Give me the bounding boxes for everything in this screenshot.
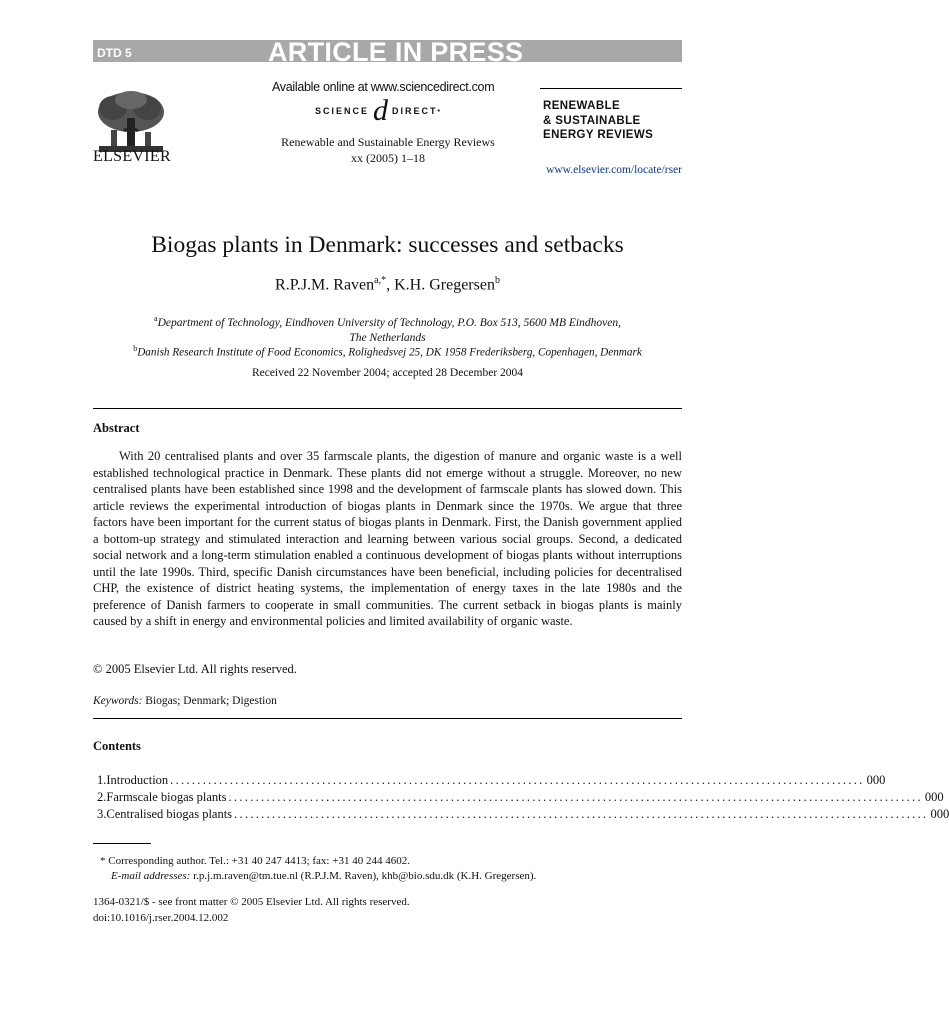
abstract-heading: Abstract: [93, 421, 140, 435]
toc-label: Centralised biogas plants: [106, 807, 233, 821]
journal-volume: xx (2005) 1–18: [351, 151, 425, 165]
received-dates: Received 22 November 2004; accepted 28 December 2004: [251, 367, 524, 379]
aff-b-text: Danish Research Institute of Food Economics, Rolighedsvej 25, DK 1958 Frederiksberg, Copenhagen, Denmark: [137, 346, 642, 359]
aff-a-sup: a: [154, 314, 158, 323]
author-1: R.P.J.M. Raven: [275, 276, 375, 294]
journal-logo-line-3: ENERGY REVIEWS: [543, 129, 654, 141]
journal-citation: [210, 134, 566, 166]
journal-logo-line-1: RENEWABLE: [543, 100, 621, 112]
journal-logo-text: [543, 99, 653, 143]
abstract-text: With 20 centralised plants and over 35 farmscale plants, the digestion of manure and organic waste is a well established technological practice in Denmark. These plants did not emerge without a struggle. Moreover, no new centralised plants have been established since 1998 and the development of farmscale plants has slowed down. This article reviews the experimental introduction of biogas plants in Denmark since the 1970s. We argue that three factors have been important for the current status of biogas plants in Denmark. First, the Danish government applied a bottom-up strategy and stimulated interaction and learning between various social groups. Second, a dedicated social network and a long-term stimulation enabled a continuous development of biogas plants without interruptions until the late 1990s. Third, specific Danish circumstances have been beneficial, including policies for decentralised CHP, the existence of district heating systems, the implementation of energy taxes in the late 1980s and the preference of Danish farmers to cooperate in small communities. The current setback in biogas plants is mainly caused by a shift in energy and environmental policies and limited availability of organic waste.: [93, 449, 682, 628]
article-title: Biogas plants in Denmark: successes and setbacks: [151, 232, 624, 258]
email-values[interactable]: r.p.j.m.raven@tm.tue.nl (R.P.J.M. Raven), khb@bio.sdu.dk (K.H. Gregersen).: [193, 870, 537, 882]
journal-logo-line-2: & SUSTAINABLE: [543, 114, 641, 127]
author-2: , K.H. Gregersen: [386, 276, 495, 294]
banner-title: ARTICLE IN PRESS: [268, 37, 524, 67]
abstract-body: [93, 448, 682, 630]
journal-url-link[interactable]: www.elsevier.com/locate/rser: [546, 164, 682, 176]
aff-a-line1: Department of Technology, Eindhoven University of Technology, P.O. Box 513, 5600 MB Eindhoven,: [157, 316, 621, 329]
aff-b-sup: b: [133, 344, 138, 353]
author-1-sup: a,*: [374, 275, 387, 286]
affiliation-b: [93, 341, 682, 361]
toc-num: 2.: [97, 790, 107, 804]
corresponding-text: Corresponding author. Tel.: +31 40 247 4413; fax: +31 40 244 4602.: [108, 855, 410, 867]
toc-leader: ................................................................................................................................: [170, 773, 865, 787]
footnote-star: *: [100, 855, 106, 867]
toc-label: Introduction: [106, 773, 169, 787]
toc-num: 1.: [97, 773, 107, 787]
sd-at-icon: d: [373, 94, 389, 127]
keywords-values: Biogas; Denmark; Digestion: [145, 695, 277, 707]
toc-leader: ................................................................................................................................: [234, 807, 929, 821]
toc-page: 000: [924, 790, 944, 804]
available-online: Available online at www.sciencedirect.com: [272, 80, 495, 94]
author-2-sup: b: [494, 275, 500, 286]
keywords-label: Keywords:: [93, 695, 143, 707]
toc-leader: ................................................................................................................................: [228, 790, 923, 804]
keywords: [93, 695, 277, 707]
toc-page: 000: [930, 807, 949, 821]
publisher-name: ELSEVIER: [93, 148, 171, 165]
aff-a-line2: The Netherlands: [349, 331, 426, 344]
issn-line: 1364-0321/$ - see front matter © 2005 Elsevier Ltd. All rights reserved.: [93, 896, 410, 908]
toc-page: 000: [866, 773, 886, 787]
doi-line[interactable]: doi:10.1016/j.rser.2004.12.002: [93, 912, 229, 924]
abstract-copyright: © 2005 Elsevier Ltd. All rights reserved.: [93, 662, 297, 676]
contents-heading: Contents: [93, 739, 141, 753]
dtd-code: DTD 5: [97, 46, 132, 60]
email-label: E-mail addresses:: [111, 870, 191, 882]
authors: [93, 275, 682, 294]
journal-name: Renewable and Sustainable Energy Reviews: [281, 135, 495, 149]
email-footnote: [111, 870, 536, 882]
corresponding-footnote: [100, 855, 410, 867]
toc-label: Farmscale biogas plants: [106, 790, 227, 804]
sciencedirect-logo: SCIENCE d DIRECT •: [315, 94, 442, 127]
sd-left: SCIENCE: [315, 106, 370, 116]
toc-item[interactable]: [97, 790, 944, 805]
toc-num: 3.: [97, 807, 107, 821]
top-rule: [93, 408, 682, 409]
sd-right: DIRECT: [392, 106, 438, 116]
toc-item[interactable]: [97, 773, 886, 788]
toc-item[interactable]: [97, 807, 949, 822]
footnote-rule: [93, 843, 151, 844]
bottom-rule: [93, 718, 682, 719]
journal-logo-rule: [540, 88, 682, 89]
